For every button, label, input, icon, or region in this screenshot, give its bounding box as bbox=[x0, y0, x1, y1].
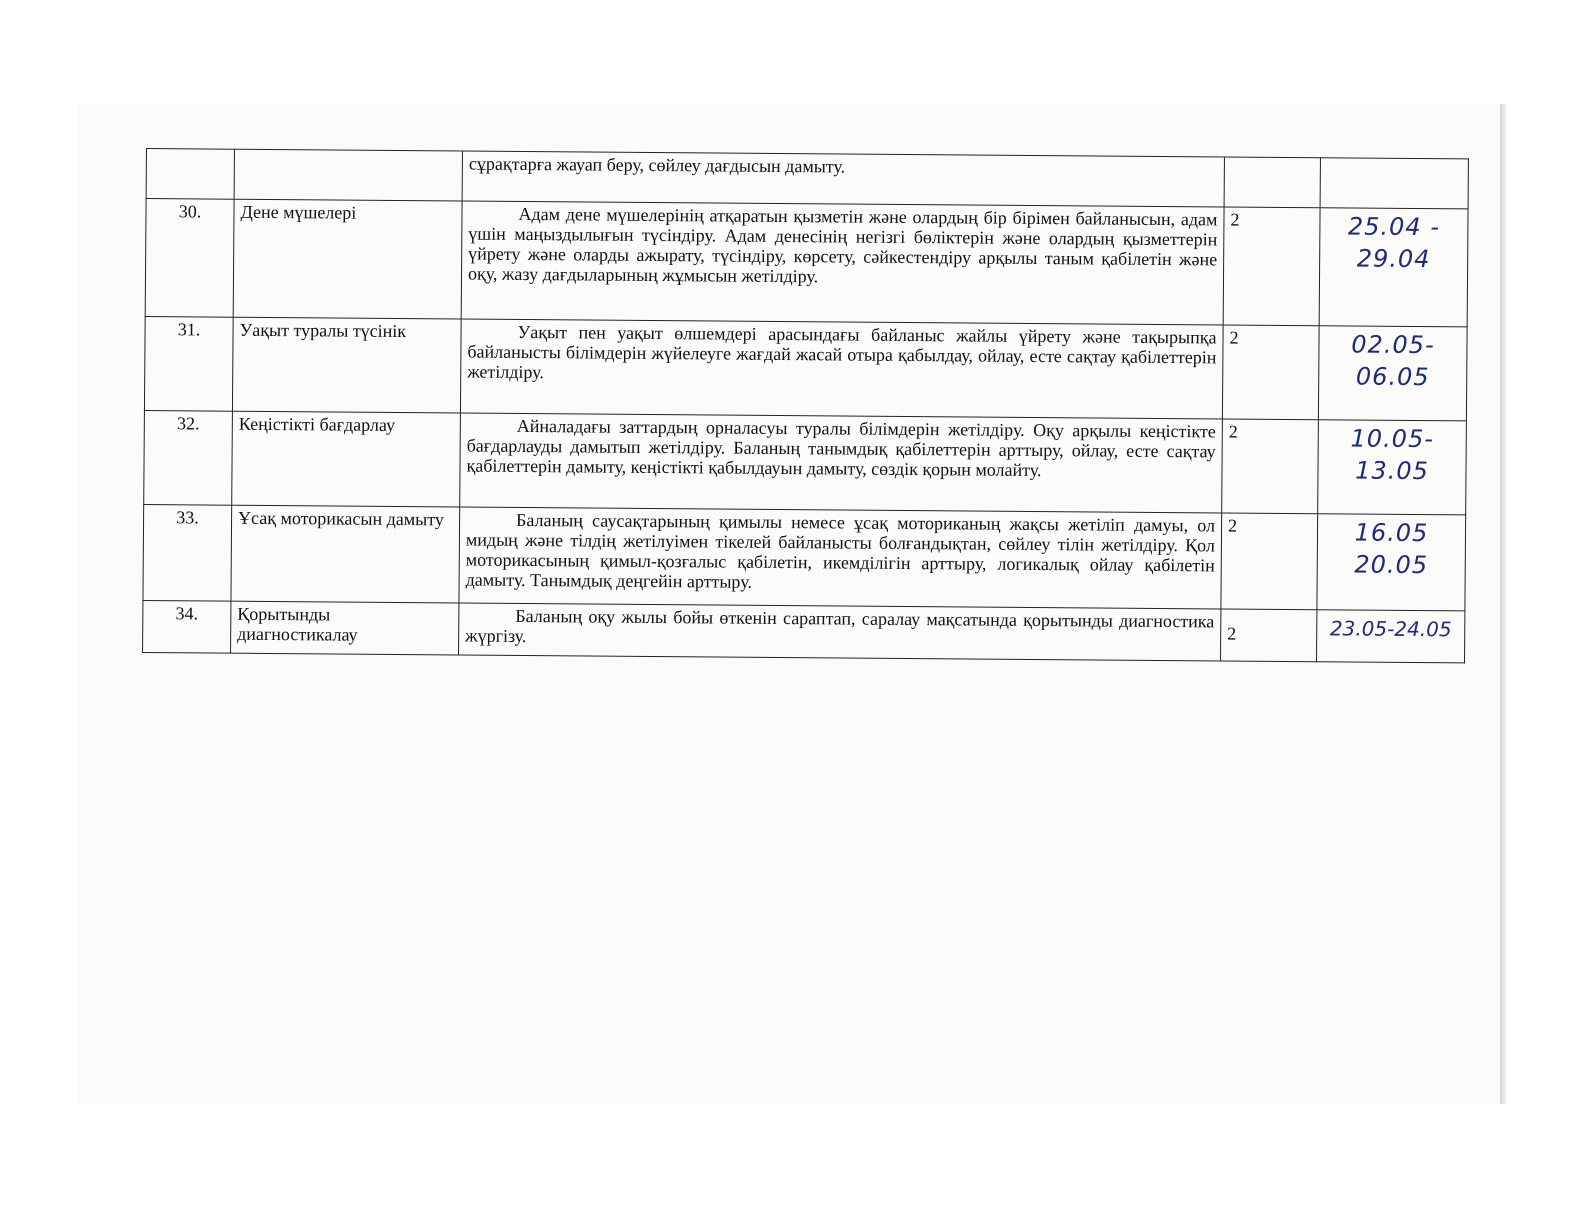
table-row bbox=[143, 600, 1465, 662]
hours-cell: 2 bbox=[1222, 419, 1319, 514]
topic-cell: Қорытынды диагностикалау bbox=[231, 601, 459, 655]
handwritten-date: 20.05 bbox=[1354, 550, 1429, 580]
row-number: 34. bbox=[143, 600, 231, 653]
topic-cell: Кеңістікті бағдарлау bbox=[232, 411, 461, 507]
hours-cell: 2 bbox=[1223, 207, 1320, 326]
content-cell: Баланың оқу жылы бойы өткенін сараптап, саралау мақсатында қорытынды диагностика жүргізу. bbox=[459, 603, 1221, 661]
table-row bbox=[143, 504, 1466, 610]
topic-cell: Дене мүшелері bbox=[233, 199, 462, 319]
content-cell: Айналадағы заттардың орналасуы туралы білімдерін жетілдіру. Оқу арқылы кеңістікте бағдарлауды дамытып жетілдіру. Баланың танымдық қабілеттерін арттыру, ойлау, есте сақтау қабілеттерін дамыту, кеңістікті қабылдауын дамыту, сөздік қорын молайту. bbox=[460, 413, 1223, 513]
table-row bbox=[144, 410, 1467, 514]
content-cell: Баланың саусақтарының қимылы немесе ұсақ моториканың жақсы жетіліп дамуы, ол мидың және тілдің жетілуімен тікелей байланысты болғандықтан, сөйлеу тілін жетілдіру. Қол моторикасының қимыл-қозғалыс қабілетін, икемділігін арттыру, логикалық ойлау қабілетін дамыту. Танымдық деңгейін арттыру. bbox=[459, 507, 1222, 609]
handwritten-date: 06.05 bbox=[1355, 362, 1430, 392]
handwritten-date: 23.05-24.05 bbox=[1329, 616, 1452, 642]
hours-cell: 2 bbox=[1221, 513, 1318, 610]
row-number: 30. bbox=[145, 199, 234, 318]
row-number bbox=[146, 149, 234, 200]
lesson-plan-table bbox=[142, 148, 1469, 663]
row-number: 31. bbox=[144, 316, 233, 411]
handwritten-date: 29.04 bbox=[1356, 244, 1431, 274]
topic-cell bbox=[234, 149, 462, 201]
handwritten-date: 25.04 - bbox=[1347, 212, 1441, 242]
topic-cell: Уақыт туралы түсінік bbox=[232, 317, 461, 413]
hours-cell: 2 bbox=[1221, 609, 1317, 662]
row-number: 32. bbox=[144, 410, 233, 505]
content-cell: сұрақтарға жауап беру, сөйлеу дағдысын дамыту. bbox=[462, 151, 1224, 207]
dates-cell bbox=[1317, 610, 1465, 663]
dates-cell bbox=[1320, 158, 1468, 209]
row-number: 33. bbox=[143, 504, 232, 601]
hours-cell bbox=[1224, 157, 1320, 208]
handwritten-date: 02.05- bbox=[1351, 330, 1435, 360]
dates-cell bbox=[1318, 420, 1467, 515]
dates-cell bbox=[1318, 326, 1467, 421]
content-cell: Адам дене мүшелерінің атқаратын қызметін және олардың бір бірімен байланысын, адам үшін маңыздылығын түсіндіру. Адам денесінің негізгі бөліктерін және олардың қызметтерін үйрету және оларды ажырату, түсіндіру, көрсету, сәйкестендіру арқылы таным қабілетін және оқу, жазу дағдыларының жұмысын жетілдіру. bbox=[461, 201, 1224, 325]
handwritten-date: 13.05 bbox=[1355, 456, 1429, 486]
content-cell: Уақыт пен уақыт өлшемдері арасындағы байланыс жайлы үйрету және тақырыпқа байланысты білімдерін жүйелеуге жағдай жасай отыра қабылдау, ойлау, есте сақтау қабілеттерін жетілдіру. bbox=[460, 319, 1223, 419]
dates-cell bbox=[1317, 514, 1466, 611]
table-row bbox=[145, 199, 1468, 327]
handwritten-date: 16.05 bbox=[1354, 518, 1429, 548]
dates-cell bbox=[1319, 208, 1468, 327]
paper-edge bbox=[1500, 104, 1506, 1104]
hours-cell: 2 bbox=[1222, 325, 1319, 420]
handwritten-date: 10.05- bbox=[1350, 424, 1435, 454]
topic-cell: Ұсақ моторикасын дамыту bbox=[231, 505, 460, 603]
table-row bbox=[144, 316, 1467, 420]
